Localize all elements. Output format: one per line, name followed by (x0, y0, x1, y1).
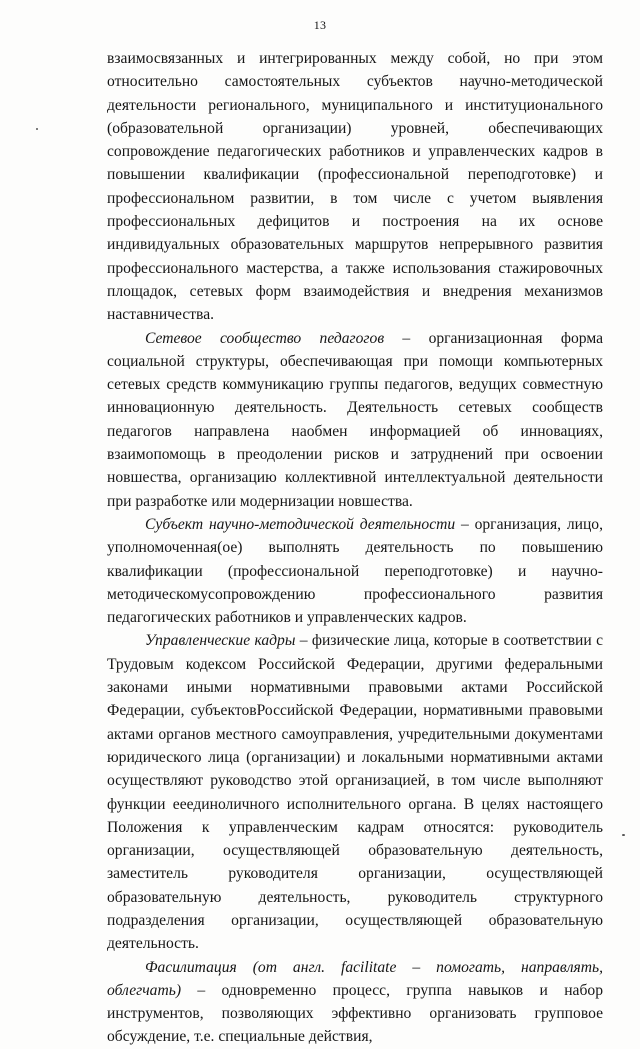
definition-methodical-subject (107, 513, 603, 629)
scan-speck (622, 834, 625, 836)
definition-term: Сетевое сообщество педагогов (145, 329, 385, 347)
definition-facilitation (107, 956, 603, 1049)
definition-network-community (107, 327, 603, 513)
definition-term: Фасилитация (от англ. facilitate – помогать, направлять, облегчать) (107, 958, 603, 999)
page-number: 13 (313, 18, 327, 32)
definition-text: – организационная форма социальной структуры, обеспечивающая при помощи компьютерных сетевых средств коммуникацию группы педагогов, ведущих совместную инновационную деятельность. Деятельность сетевых сообществ педагогов направлена наобмен информацией об инновациях, взаимопомощь в преодолении рисков и затруднений при освоении новшества, организацию коллективной интеллектуальной деятельности при разработке или модернизации новшества. (107, 329, 603, 510)
definition-text: – одновременно процесс, группа навыков и набор инструментов, позволяющих эффективно организовать групповое обсуждение, т.е. специальные действия, (107, 981, 603, 1046)
scan-speck (36, 128, 38, 130)
paragraph-text: взаимосвязанных и интегрированных между собой, но при этом относительно самостоятельных субъектов научно-методической деятельности регионального, муниципального и институционального (образовательной организации) уровней, обеспечивающих сопровождение педагогических работников и управленческих кадров в повышении квалификации (профессиональной переподготовке) и профессиональном развитии, в том числе с учетом выявления профессиональных дефицитов и построения на их основе индивидуальных образовательных маршрутов непрерывного развития профессионального мастерства, а также использования стажировочных площадок, сетевых форм взаимодействия и внедрения механизмов наставничества. (107, 50, 603, 324)
definition-term: Управленческие кадры (145, 632, 296, 650)
definition-text: – физические лица, которые в соответствии с Трудовым кодексом Российской Федерации, другими федеральными законами иными нормативными правовыми актами Российской Федерации, субъектовРоссийской Федерации, нормативными правовыми актами органов местного самоуправления, учредительными документами юридического лица (организации) и локальными нормативными актами осуществляют руководство этой организацией, в том числе выполняют функции ееединоличного исполнительного органа. В целях настоящего Положения к управленческим кадрам относятся: руководитель организации, осуществляющей образовательную деятельность, заместитель руководителя организации, осуществляющей образовательную деятельность, руководитель структурного подразделения организации, осуществляющей образовательную деятельность. (107, 632, 603, 953)
definition-management-staff (107, 629, 603, 955)
definition-term: Субъект научно-методической деятельности (145, 515, 456, 533)
definition-text: – организация, лицо, уполномоченная(ое) выполнять деятельность по повышению квалификации (профессиональной переподготовке) и научно-методическомусопровождению профессионального развития педагогических работников и управленческих кадров. (107, 515, 603, 627)
document-body (107, 47, 603, 1049)
paragraph-continuation (107, 47, 603, 327)
